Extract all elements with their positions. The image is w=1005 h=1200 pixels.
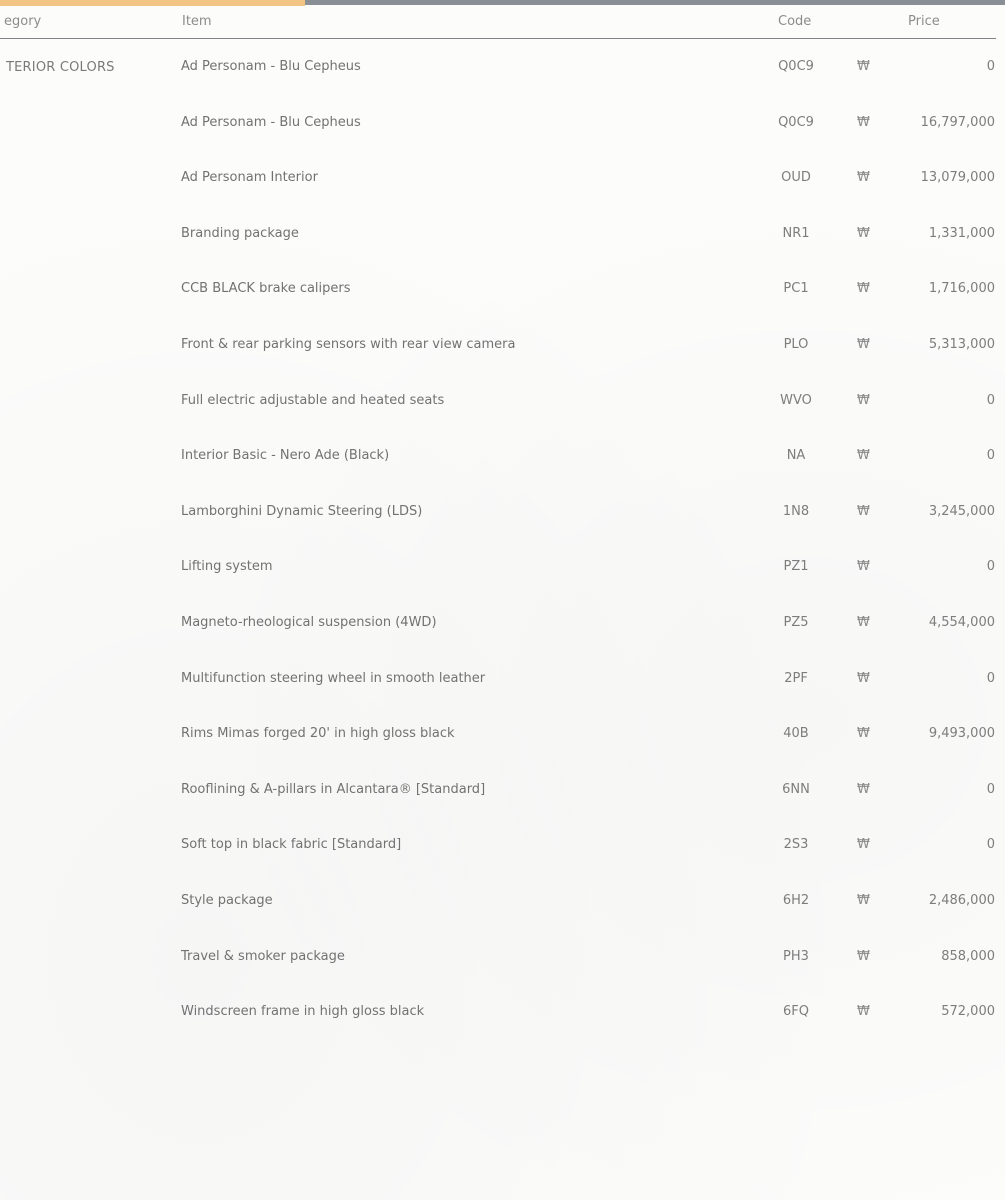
row-item: Ad Personam Interior bbox=[181, 170, 318, 186]
table-row bbox=[0, 266, 1005, 322]
currency-symbol: ₩ bbox=[857, 225, 870, 241]
currency-symbol: ₩ bbox=[857, 559, 870, 575]
row-price: 5,313,000 bbox=[928, 336, 995, 352]
row-item: CCB BLACK brake calipers bbox=[181, 281, 351, 297]
table-header bbox=[0, 6, 1000, 40]
row-code: 6NN bbox=[782, 781, 810, 797]
table-row bbox=[0, 822, 1005, 878]
row-code: PH3 bbox=[783, 948, 809, 964]
table-row bbox=[0, 878, 1005, 934]
row-price: 1,331,000 bbox=[928, 225, 995, 241]
row-item: Ad Personam - Blu Cepheus bbox=[181, 114, 361, 130]
row-code: NA bbox=[786, 448, 806, 464]
currency-symbol: ₩ bbox=[857, 448, 870, 464]
row-code: 2S3 bbox=[783, 837, 809, 853]
table-row bbox=[0, 544, 1005, 600]
currency-symbol: ₩ bbox=[857, 837, 870, 853]
currency-symbol: ₩ bbox=[857, 670, 870, 686]
currency-symbol: ₩ bbox=[857, 781, 870, 797]
row-code: 40B bbox=[783, 726, 809, 742]
table-row bbox=[0, 934, 1005, 990]
row-item: Lifting system bbox=[181, 559, 273, 575]
row-item: Rooflining & A-pillars in Alcantara® [Standard] bbox=[181, 781, 486, 797]
table-row bbox=[0, 211, 1005, 267]
row-item: Full electric adjustable and heated seats bbox=[181, 392, 445, 408]
currency-symbol: ₩ bbox=[857, 59, 870, 74]
row-price: 0 bbox=[986, 781, 995, 797]
currency-symbol: ₩ bbox=[857, 503, 870, 519]
currency-symbol: ₩ bbox=[857, 336, 870, 352]
row-price: 0 bbox=[986, 448, 995, 464]
header-rule-bar bbox=[305, 0, 1005, 5]
row-price: 0 bbox=[986, 559, 995, 575]
row-price: 0 bbox=[986, 837, 995, 853]
row-price: 572,000 bbox=[941, 1004, 995, 1020]
row-item: Style package bbox=[181, 892, 273, 908]
row-code: 6H2 bbox=[782, 892, 810, 908]
row-item: Rims Mimas forged 20' in high gloss black bbox=[181, 726, 455, 742]
row-code: Q0C9 bbox=[778, 59, 814, 74]
row-item: Travel & smoker package bbox=[181, 948, 345, 964]
row-price: 1,716,000 bbox=[928, 281, 995, 297]
row-item: Multifunction steering wheel in smooth leather bbox=[181, 670, 486, 686]
header-item: Item bbox=[182, 14, 212, 29]
options-table bbox=[0, 44, 1005, 1045]
header-price: Price bbox=[908, 14, 940, 29]
currency-symbol: ₩ bbox=[857, 170, 870, 186]
table-row bbox=[0, 433, 1005, 489]
currency-symbol: ₩ bbox=[857, 726, 870, 742]
row-item: Magneto-rheological suspension (4WD) bbox=[181, 614, 437, 630]
header-category: egory bbox=[4, 14, 42, 29]
table-row bbox=[0, 322, 1005, 378]
row-item: Soft top in black fabric [Standard] bbox=[181, 837, 402, 853]
table-row bbox=[0, 378, 1005, 434]
row-code: PLO bbox=[783, 336, 809, 352]
table-row bbox=[0, 711, 1005, 767]
row-item: Interior Basic - Nero Ade (Black) bbox=[181, 448, 390, 464]
row-price: 0 bbox=[986, 392, 995, 408]
row-code: PZ1 bbox=[783, 559, 809, 575]
row-price: 4,554,000 bbox=[928, 614, 995, 630]
row-price: 0 bbox=[986, 59, 995, 74]
row-code: Q0C9 bbox=[778, 114, 814, 130]
row-price: 858,000 bbox=[941, 948, 995, 964]
row-code: 6FQ bbox=[783, 1004, 809, 1020]
header-code: Code bbox=[778, 14, 812, 29]
row-item: Branding package bbox=[181, 225, 299, 241]
table-row bbox=[0, 656, 1005, 712]
table-row bbox=[0, 600, 1005, 656]
currency-symbol: ₩ bbox=[857, 614, 870, 630]
currency-symbol: ₩ bbox=[857, 892, 870, 908]
currency-symbol: ₩ bbox=[857, 948, 870, 964]
table-row bbox=[0, 767, 1005, 823]
row-item: Ad Personam - Blu Cepheus bbox=[181, 59, 361, 74]
currency-symbol: ₩ bbox=[857, 114, 870, 130]
category-label: TERIOR COLORS bbox=[6, 60, 115, 75]
row-code: WVO bbox=[780, 392, 812, 408]
row-item: Windscreen frame in high gloss black bbox=[181, 1004, 425, 1020]
table-row bbox=[0, 44, 1005, 100]
row-code: OUD bbox=[781, 170, 811, 186]
currency-symbol: ₩ bbox=[857, 281, 870, 297]
row-code: NR1 bbox=[782, 225, 810, 241]
row-price: 9,493,000 bbox=[928, 726, 995, 742]
row-price: 2,486,000 bbox=[928, 892, 995, 908]
row-price: 16,797,000 bbox=[920, 114, 995, 130]
table-row bbox=[0, 489, 1005, 545]
currency-symbol: ₩ bbox=[857, 1004, 870, 1020]
row-item: Lamborghini Dynamic Steering (LDS) bbox=[181, 503, 423, 519]
row-price: 13,079,000 bbox=[920, 170, 995, 186]
row-item: Front & rear parking sensors with rear view camera bbox=[181, 336, 516, 352]
row-code: 1N8 bbox=[782, 503, 810, 519]
table-row bbox=[0, 989, 1005, 1045]
row-code: PC1 bbox=[783, 281, 809, 297]
table-row bbox=[0, 100, 1005, 156]
table-row bbox=[0, 155, 1005, 211]
row-price: 3,245,000 bbox=[928, 503, 995, 519]
row-price: 0 bbox=[986, 670, 995, 686]
currency-symbol: ₩ bbox=[857, 392, 870, 408]
header-divider bbox=[0, 38, 996, 39]
row-code: PZ5 bbox=[783, 614, 809, 630]
row-code: 2PF bbox=[784, 670, 808, 686]
